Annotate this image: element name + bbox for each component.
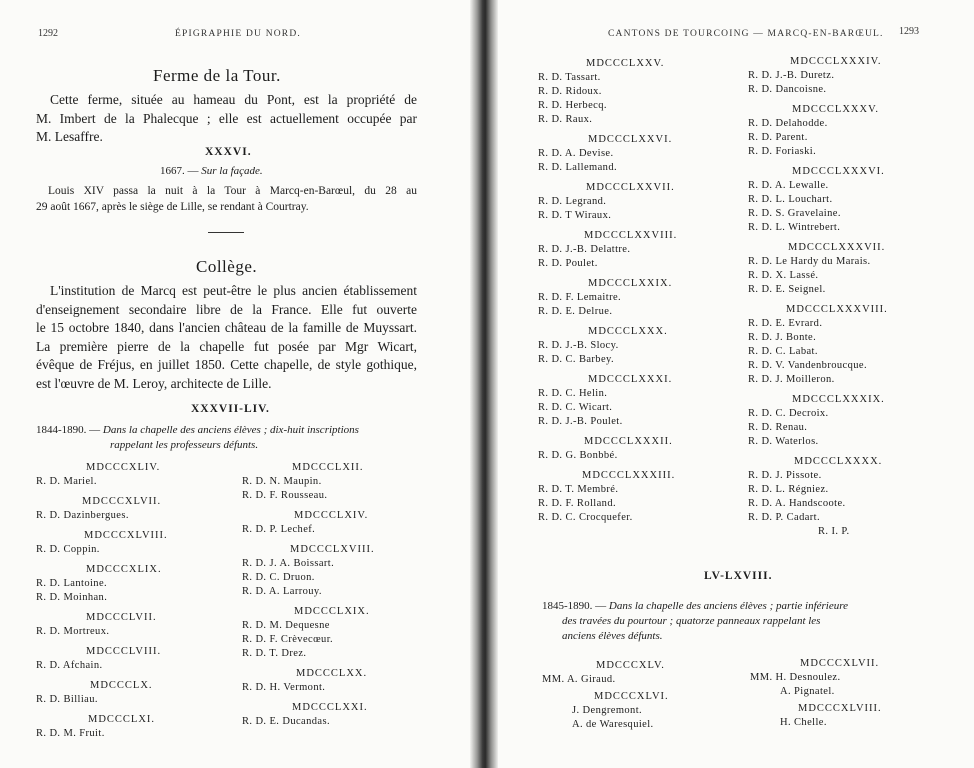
year-heading: MDCCCLXXXVIII. — [786, 304, 888, 315]
year-heading: MDCCCLVII. — [86, 612, 157, 623]
name-entry: R. D. M. Fruit. — [36, 728, 105, 739]
name-entry: R. D. P. Lechef. — [242, 524, 316, 535]
name-entry: R. D. M. Dequesne — [242, 620, 330, 631]
running-head: ÉPIGRAPHIE DU NORD. — [175, 29, 301, 39]
name-entry: R. D. Mortreux. — [36, 626, 110, 637]
name-entry: R. D. E. Seignel. — [748, 284, 826, 295]
name-entry: R. D. C. Druon. — [242, 572, 315, 583]
name-entry: R. D. Lantoine. — [36, 578, 108, 589]
text-line: le 15 octobre 1840, dans l'ancien château de la famille de Muyssart. — [36, 320, 417, 335]
inscription-location: Sur la façade. — [201, 165, 263, 177]
name-entry: R. D. Afchain. — [36, 660, 103, 671]
name-entry: R. D. C. Labat. — [748, 346, 818, 357]
name-entry: R. D. E. Evrard. — [748, 318, 823, 329]
right-page — [498, 0, 974, 768]
year-heading: MDCCCXLIX. — [86, 564, 162, 575]
name-entry: MM. A. Giraud. — [542, 674, 616, 685]
name-entry: R. D. C. Helin. — [538, 388, 608, 399]
name-entry: R. D. J. Moilleron. — [748, 374, 835, 385]
year-heading: MDCCCLXXXVI. — [792, 166, 885, 177]
inscription-heading — [542, 600, 848, 612]
name-entry: R. D. Ridoux. — [538, 86, 602, 97]
year-heading: MDCCCLXXXIX. — [792, 394, 885, 405]
year-heading: MDCCCLXXX. — [588, 326, 668, 337]
text-line: évêque de Fréjus, en juillet 1850. Cette chapelle, de style gothique, — [36, 357, 417, 372]
running-head: CANTONS DE TOURCOING — MARCQ-EN-BARŒUL. — [608, 29, 884, 39]
year-heading: MDCCCLXXXVII. — [788, 242, 886, 253]
name-entry: R. D. C. Crocquefer. — [538, 512, 633, 523]
name-entry: R. D. V. Vandenbroucque. — [748, 360, 867, 371]
text-line: Louis XIV passa la nuit à la Tour à Marcq-en-Barœul, du 28 au — [48, 185, 417, 197]
text-line: d'enseignement secondaire libre de la France. Elle fut ouverte — [36, 301, 417, 317]
name-entry: R. D. L. Louchart. — [748, 194, 833, 205]
year-heading: MDCCCXLVI. — [594, 691, 669, 702]
text-line: est l'œuvre de M. Leroy, architecte de Lille. — [36, 375, 272, 391]
inscription-heading — [36, 424, 359, 436]
name-entry: R. D. A. Devise. — [538, 148, 614, 159]
year-heading: MDCCCLXXXV. — [792, 104, 879, 115]
year-heading: MDCCCLXVIII. — [290, 544, 375, 555]
name-entry: R. D. E. Delrue. — [538, 306, 613, 317]
name-entry: R. D. Renau. — [748, 422, 808, 433]
name-entry: R. D. Waterlos. — [748, 436, 819, 447]
year-heading: MDCCCLXXXII. — [584, 436, 673, 447]
honor-column — [242, 461, 442, 729]
name-entry: R. D. J. Bonte. — [748, 332, 817, 343]
year-heading: MDCCCLXXVIII. — [584, 230, 678, 241]
year-heading: MDCCCLXXXIII. — [582, 470, 676, 481]
name-entry: R. D. Dancoisne. — [748, 84, 827, 95]
name-entry: R. D. Delahodde. — [748, 118, 828, 129]
separator-rule — [208, 232, 244, 233]
text-line: 29 août 1667, après le siège de Lille, se rendant à Courtray. — [36, 201, 309, 213]
year-heading: MDCCCLXXVII. — [586, 182, 675, 193]
name-entry: R. D. Dazinbergues. — [36, 510, 129, 521]
name-entry: R. D. Raux. — [538, 114, 593, 125]
honor-column — [542, 659, 742, 732]
ferme-paragraph — [36, 91, 417, 147]
name-entry: R. D. Moinhan. — [36, 592, 108, 603]
name-entry: R. D. F. Rolland. — [538, 498, 617, 509]
page-number: 1292 — [38, 28, 58, 39]
name-entry: R. D. T. Membré. — [538, 484, 619, 495]
name-entry: R. D. C. Barbey. — [538, 354, 615, 365]
name-entry: R. D. S. Gravelaine. — [748, 208, 841, 219]
name-entry: R. D. Parent. — [748, 132, 808, 143]
name-entry: R. D. Legrand. — [538, 196, 607, 207]
inscription-number: LV-LXVIII. — [704, 570, 773, 582]
name-entry: R. D. E. Ducandas. — [242, 716, 330, 727]
name-entry: R. D. C. Decroix. — [748, 408, 829, 419]
name-entry: R. D. Le Hardy du Marais. — [748, 256, 871, 267]
name-entry: R. D. Lallemand. — [538, 162, 618, 173]
inscription-date: 1845-1890. — — [542, 600, 607, 612]
book-gutter — [470, 0, 498, 768]
year-heading: MDCCCLXXVI. — [588, 134, 673, 145]
name-entry: R. D. Herbecq. — [538, 100, 607, 111]
name-entry: A. Pignatel. — [780, 686, 835, 697]
section-title-ferme: Ferme de la Tour. — [153, 66, 281, 85]
year-heading: MDCCCLVIII. — [86, 646, 162, 657]
name-entry: R. D. F. Rousseau. — [242, 490, 328, 501]
text-line: L'institution de Marcq est peut-être le plus ancien établissement — [50, 283, 417, 298]
name-entry: R. D. X. Lassé. — [748, 270, 819, 281]
year-heading: MDCCCLXXV. — [586, 58, 665, 69]
name-entry: R. D. J. A. Boissart. — [242, 558, 335, 569]
name-entry: R. D. J.-B. Poulet. — [538, 416, 623, 427]
name-entry: R. D. Tassart. — [538, 72, 601, 83]
year-heading: MDCCCXLVII. — [800, 658, 880, 669]
name-entry: R. D. A. Larrouy. — [242, 586, 322, 597]
inscription-description: rappelant les professeurs défunts. — [110, 439, 259, 451]
text-line: M. Lesaffre. — [36, 129, 103, 144]
name-entry: R. D. F. Crèvecœur. — [242, 634, 334, 645]
honor-column — [36, 461, 226, 741]
inscription-date: 1844-1890. — — [36, 424, 101, 436]
year-heading: MDCCCXLV. — [596, 660, 665, 671]
inscription-description: des travées du pourtour ; quatorze panneaux rappelant les — [562, 615, 821, 627]
name-entry: R. D. J. Pissote. — [748, 470, 822, 481]
inscription-date: 1667. — — [160, 165, 199, 177]
name-entry: R. D. Mariel. — [36, 476, 97, 487]
year-heading: MDCCCLXI. — [88, 714, 156, 725]
year-heading: MDCCCLXXIX. — [588, 278, 673, 289]
text-line: Cette ferme, située au hameau du Pont, est la propriété de — [50, 92, 417, 107]
year-heading: MDCCCLXII. — [292, 462, 364, 473]
year-heading: MDCCCLXIV. — [294, 510, 369, 521]
rip-line: R. I. P. — [818, 526, 850, 537]
inscription-description: Dans la chapelle des anciens élèves ; partie inférieure — [608, 600, 848, 612]
left-page — [0, 0, 470, 768]
name-entry: MM. H. Desnoulez. — [750, 672, 841, 683]
year-heading: MDCCCLXXXIV. — [790, 56, 882, 67]
name-entry: R. D. L. Wintrebert. — [748, 222, 841, 233]
name-entry: R. D. J.-B. Slocy. — [538, 340, 619, 351]
name-entry: R. D. T. Drez. — [242, 648, 307, 659]
name-entry: H. Chelle. — [780, 717, 827, 728]
name-entry: R. D. C. Wicart. — [538, 402, 613, 413]
year-heading: MDCCCLXXXI. — [588, 374, 673, 385]
year-heading: MDCCCLXIX. — [294, 606, 370, 617]
year-heading: MDCCCXLVIII. — [798, 703, 882, 714]
name-entry: R. D. J.-B. Duretz. — [748, 70, 835, 81]
honor-column — [750, 657, 960, 730]
name-entry: R. D. N. Maupin. — [242, 476, 322, 487]
inscription-heading — [160, 165, 263, 177]
honor-column — [748, 55, 963, 539]
name-entry: R. D. A. Handscoote. — [748, 498, 846, 509]
inscription-number: XXXVII-LIV. — [191, 403, 270, 415]
name-entry: R. D. Foriaski. — [748, 146, 817, 157]
year-heading: MDCCCXLVIII. — [84, 530, 168, 541]
inscription-description: Dans la chapelle des anciens élèves ; dix-huit inscriptions — [102, 424, 359, 436]
name-entry: A. de Waresquiel. — [572, 719, 654, 730]
inscription-description: anciens élèves défunts. — [562, 630, 663, 642]
year-heading: MDCCCLX. — [90, 680, 153, 691]
name-entry: R. D. Billiau. — [36, 694, 98, 705]
text-line: M. Imbert de la Phalecque ; elle est actuellement occupée par — [36, 110, 417, 126]
name-entry: J. Dengremont. — [572, 705, 643, 716]
name-entry: R. D. Coppin. — [36, 544, 100, 555]
name-entry: R. D. H. Vermont. — [242, 682, 326, 693]
name-entry: R. D. F. Lemaitre. — [538, 292, 622, 303]
college-paragraph — [36, 282, 417, 393]
page-number: 1293 — [899, 26, 919, 37]
inscription-text — [36, 183, 417, 215]
name-entry: R. D. T Wiraux. — [538, 210, 612, 221]
name-entry: R. D. A. Lewalle. — [748, 180, 829, 191]
name-entry: R. D. J.-B. Delattre. — [538, 244, 631, 255]
inscription-number: XXXVI. — [205, 146, 252, 158]
year-heading: MDCCCXLVII. — [82, 496, 162, 507]
name-entry: R. D. P. Cadart. — [748, 512, 821, 523]
year-heading: MDCCCLXXI. — [292, 702, 368, 713]
year-heading: MDCCCXLIV. — [86, 462, 161, 473]
name-entry: R. D. L. Régniez. — [748, 484, 829, 495]
section-title-college: Collège. — [196, 257, 258, 276]
name-entry: R. D. G. Bonbbé. — [538, 450, 618, 461]
honor-column — [538, 57, 738, 525]
year-heading: MDCCCLXXXX. — [794, 456, 883, 467]
text-line: La première pierre de la chapelle fut posée par Mgr Wicart, — [36, 338, 417, 354]
name-entry: R. D. Poulet. — [538, 258, 598, 269]
year-heading: MDCCCLXX. — [296, 668, 368, 679]
